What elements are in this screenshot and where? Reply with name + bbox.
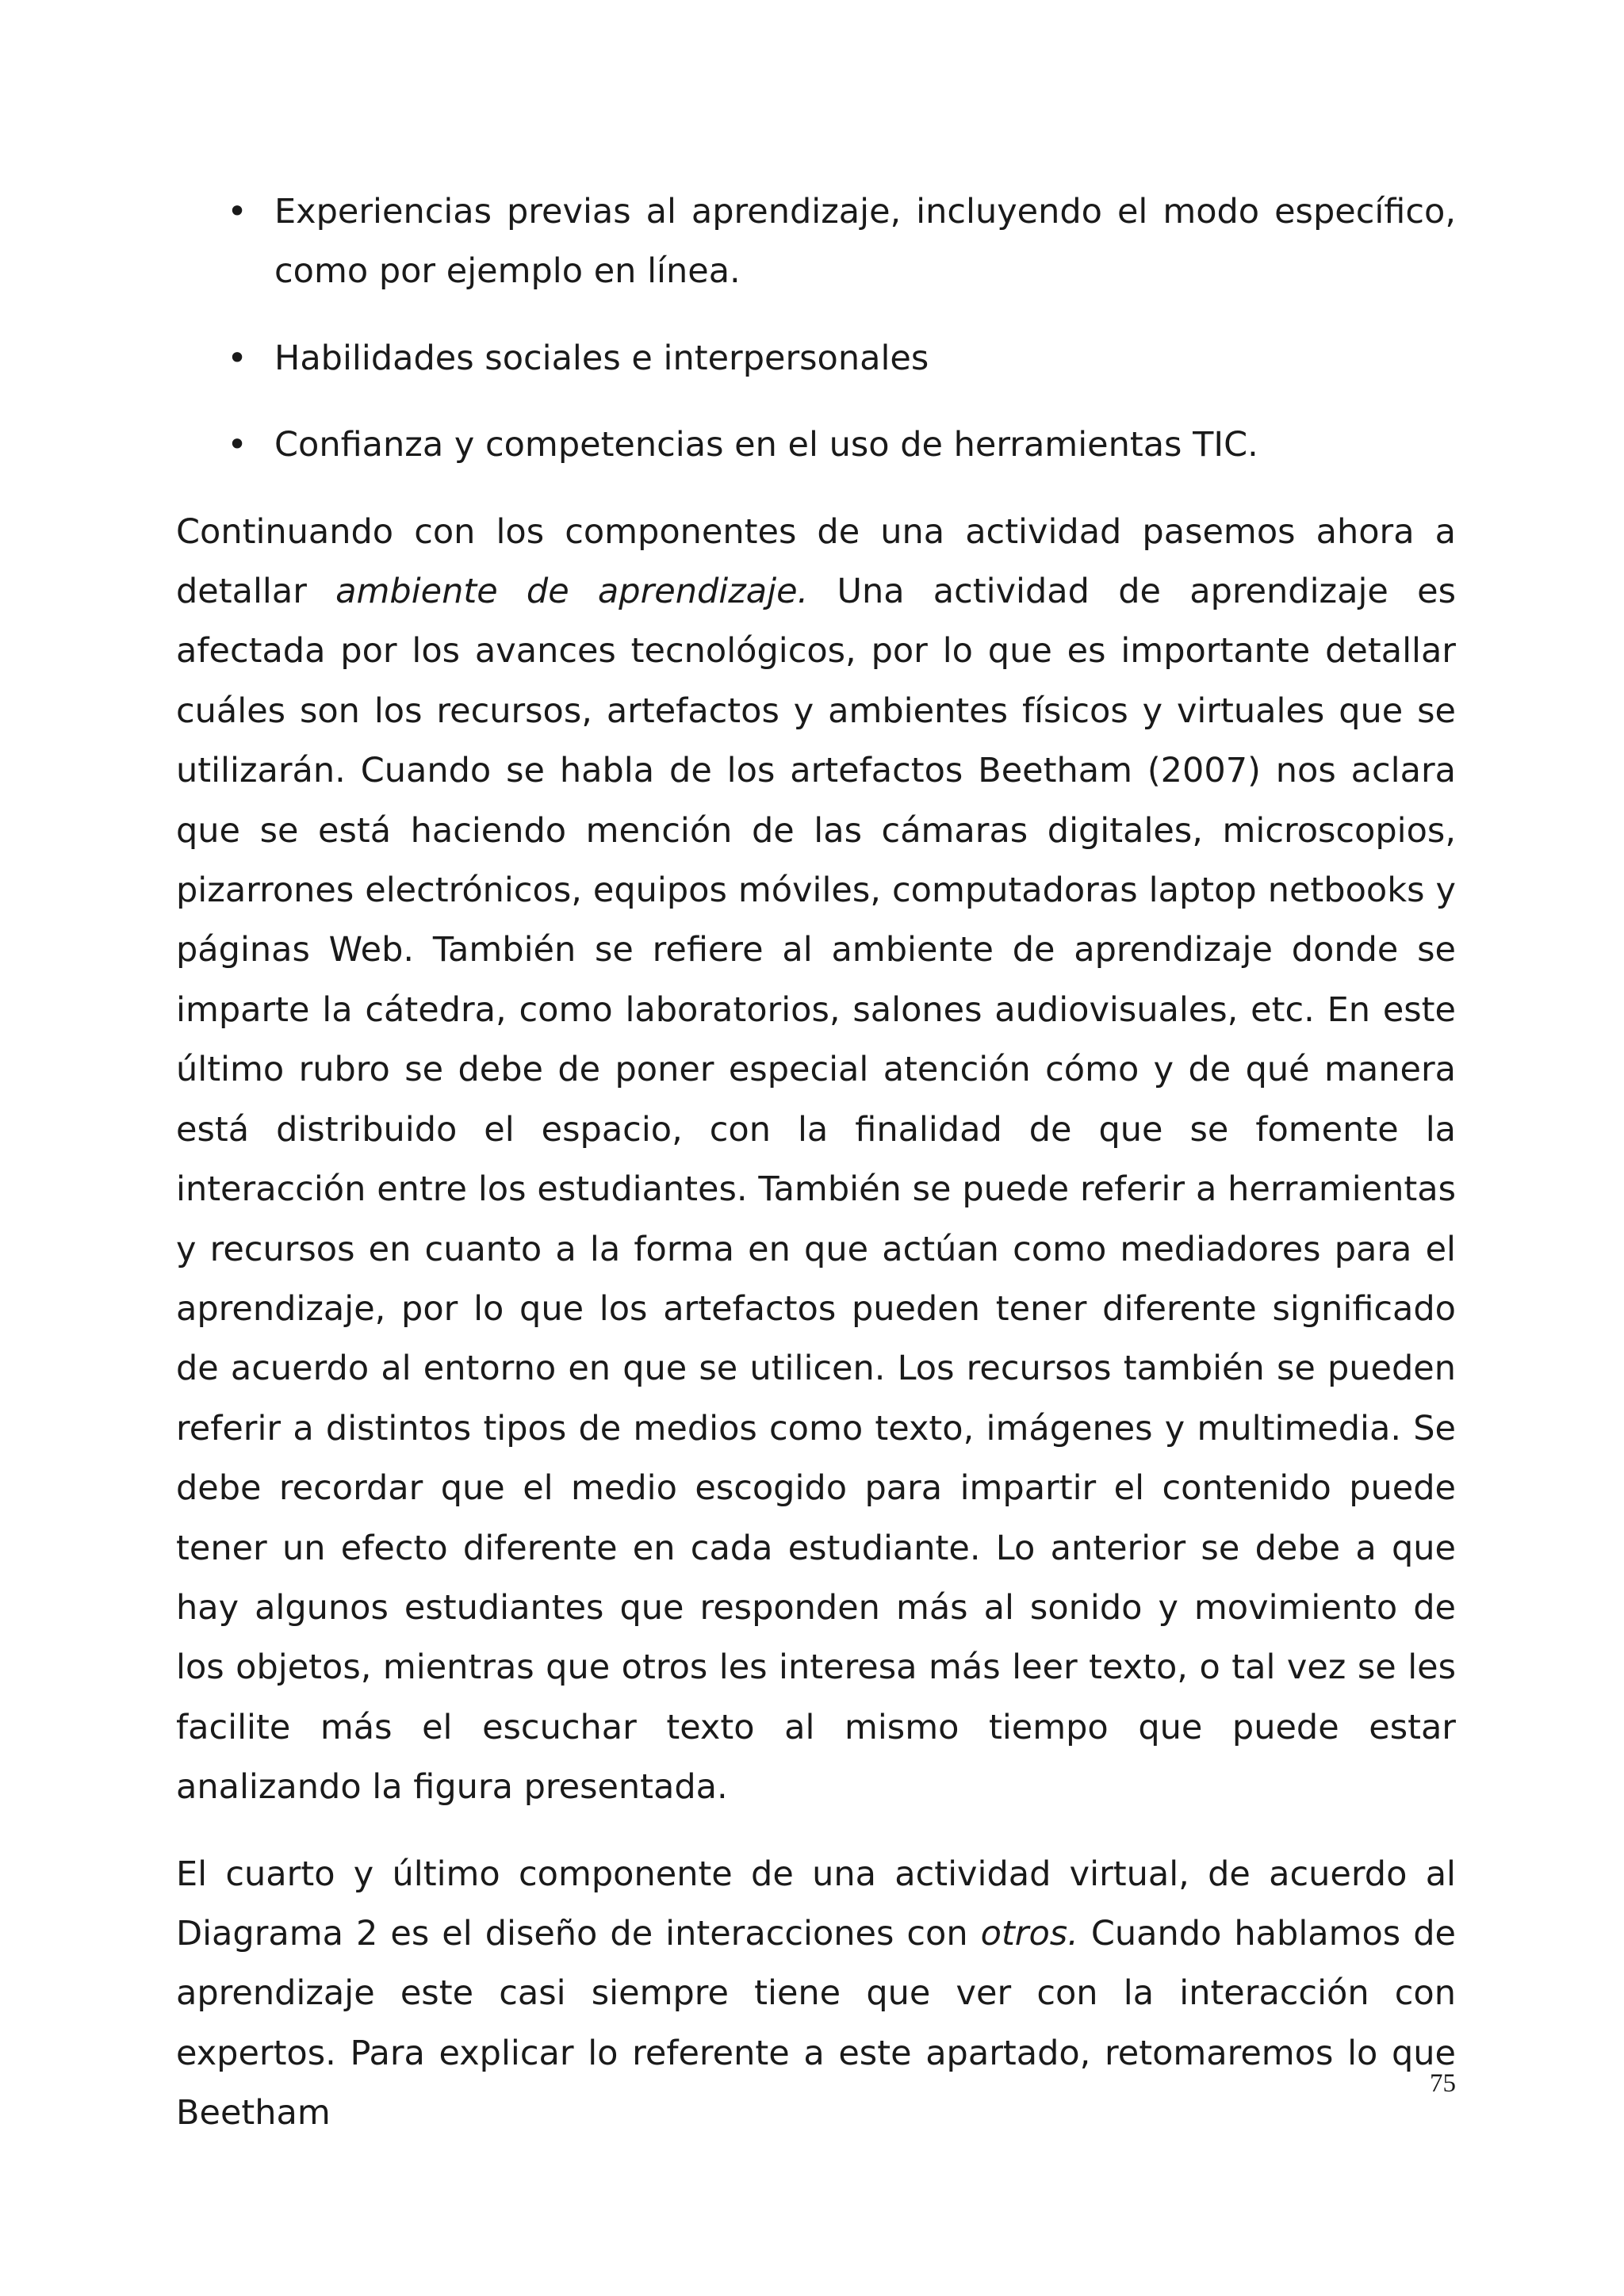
emphasized-term: otros.: [980, 1913, 1078, 1954]
list-item-text: Confianza y competencias en el uso de herramientas TIC.: [274, 425, 1258, 465]
list-item: [176, 329, 1456, 388]
bullet-list: [176, 182, 1456, 476]
paragraph-text: Una actividad de aprendizaje es afectada por los avances tecnológicos, por lo que es importante detallar cuáles son los recursos, artefactos y ambientes físicos y virtuales que se utilizarán. Cuando se habla de los artefactos Beetham (2007) nos aclara que se está haciendo mención de las cámaras digitales, microscopios, pizarrones electrónicos, equipos móviles, computadoras laptop netbooks y páginas Web. También se refiere al ambiente de aprendizaje donde se imparte la cátedra, como laboratorios, salones audiovisuales, etc. En este último rubro se debe de poner especial atención cómo y de qué manera está distribuido el espacio, con la finalidad de que se fomente la interacción entre los estudiantes. También se puede referir a herramientas y recursos en cuanto a la forma en que actúan como mediadores para el aprendizaje, por lo que los artefactos pueden tener diferente significado de acuerdo al entorno en que se utilicen. Los recursos también se pueden referir a distintos tipos de medios como texto, imágenes y multimedia. Se debe recordar que el medio escogido para impartir el contenido puede tener un efecto diferente en cada estudiante. Lo anterior se debe a que hay algunos estudiantes que responden más al sonido y movimiento de los objetos, mientras que otros les interesa más leer texto, o tal vez se les facilite más el escuchar texto al mismo tiempo que puede estar analizando la figura presentada.: [176, 572, 1456, 1808]
list-item: [176, 415, 1456, 475]
paragraph-text: El cuarto y último componente de una actividad virtual, de acuerdo al Diagrama 2 es el diseño de interacciones con: [176, 1854, 1456, 1954]
paragraph-text: Continuando con los componentes de una actividad pasemos ahora a detallar: [176, 511, 1456, 612]
list-item-text: Experiencias previas al aprendizaje, incluyendo el modo específico, como por ejemplo en línea.: [274, 192, 1456, 292]
bullet-icon: •: [227, 192, 247, 232]
body-paragraph: [176, 1845, 1456, 2144]
body-paragraph: [176, 503, 1456, 1818]
emphasized-term: ambiente de aprendizaje.: [335, 572, 809, 612]
page-content: [176, 182, 1456, 2171]
page-number: 75: [1430, 2069, 1456, 2098]
bullet-icon: •: [227, 338, 247, 378]
paragraph-text: Cuando hablamos de aprendizaje este casi siempre tiene que ver con la interacción con expertos. Para explicar lo referente a este apartado, retomaremos lo que Beetham: [176, 1913, 1456, 2133]
list-item: [176, 182, 1456, 302]
bullet-icon: •: [227, 425, 247, 465]
list-item-text: Habilidades sociales e interpersonales: [274, 338, 929, 378]
